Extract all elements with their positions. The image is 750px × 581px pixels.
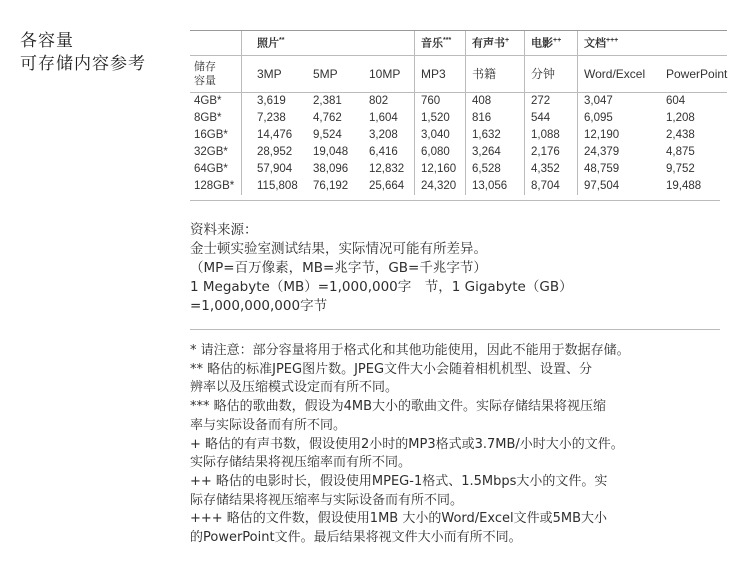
notes-divider [190,329,720,330]
empty-corner [190,31,242,56]
cell-powerpoint: 19,488 [666,180,702,192]
cell-10mp: 6,416 [369,146,398,158]
cell-minutes: 8,704 [525,178,578,195]
cell-3mp: 115,808 [242,178,308,195]
note-line: 率与实际设备而有所不同。 [190,417,347,433]
cell-mp3: 3,040 [415,127,466,144]
source-line: 1 Megabyte（MB）=1,000,000字 节，1 Gigabyte（GB） [190,279,573,295]
cell-powerpoint: 9,752 [666,163,695,175]
source-line: （MP=百万像素，MB=兆字节，GB=千兆字节） [190,260,487,276]
cell-5mp: 2,381 [307,93,363,111]
cell-3mp: 7,238 [242,110,308,127]
note-line: + 略估的有声书数，假设使用2小时的MP3格式或3.7MB/小时大小的文件。 [190,436,624,452]
sub-header-row [190,56,727,93]
note-line: 的PowerPoint文件。最后结果将视文件大小而有所不同。 [190,530,522,546]
row-capacity: 16GB* [194,129,228,141]
cell-minutes: 4,352 [525,161,578,178]
cell-books: 1,632 [466,127,525,144]
table-bottom-divider [190,200,720,201]
cell-mp3: 24,320 [415,178,466,195]
cell-10mp: 1,604 [369,112,398,124]
cell-mp3: 12,160 [415,161,466,178]
row-capacity: 4GB* [190,93,242,111]
cell-5mp: 9,524 [313,129,342,141]
cell-word-excel: 24,379 [578,144,661,161]
heading-line-2: 可存储内容参考 [20,54,146,74]
table-row [190,110,727,127]
cell-5mp: 19,048 [313,146,349,158]
cell-5mp: 38,096 [313,163,349,175]
col-header-3mp: 3MP [242,56,308,93]
cell-5mp: 76,192 [313,180,349,192]
cell-powerpoint: 2,438 [666,129,695,141]
capacity-table [190,30,727,195]
cell-books: 408 [466,93,525,111]
cell-3mp: 3,619 [242,93,308,111]
row-capacity: 32GB* [194,146,228,158]
note-line: 实际存储结果将视压缩率而有所不同。 [190,455,412,471]
cell-minutes: 544 [525,110,578,127]
cell-word-excel: 48,759 [578,161,661,178]
source-block [190,221,735,316]
note-line: +++ 略估的文件数，假设使用1MB 大小的Word/Excel文件或5MB大小 [190,511,607,527]
row-capacity: 8GB* [194,112,222,124]
cell-10mp: 12,832 [369,163,405,175]
cell-powerpoint: 1,208 [666,112,695,124]
cell-books: 6,528 [466,161,525,178]
table-row [190,93,727,111]
cell-mp3: 6,080 [415,144,466,161]
note-line: 际存储结果将视压缩率与实际设备而有所不同。 [190,492,464,508]
cell-10mp: 802 [363,93,415,111]
cell-10mp: 3,208 [369,129,398,141]
cell-books: 816 [466,110,525,127]
table-row [190,144,727,161]
notes-block [190,342,735,548]
cell-books: 13,056 [466,178,525,195]
source-title: 资料来源： [190,222,258,238]
col-header-books: 书籍 [466,56,525,93]
note-line: 辨率以及压缩模式设定而有所不同。 [190,380,399,396]
col-header-5mp: 5MP [307,56,363,93]
cell-books: 3,264 [466,144,525,161]
table-row [190,178,727,195]
cell-word-excel: 3,047 [578,93,661,111]
group-header-music: 音乐*** [415,31,466,56]
cell-powerpoint: 4,875 [666,146,695,158]
col-header-minutes: 分钟 [525,56,578,93]
source-line: =1,000,000,000字节 [190,298,328,314]
row-capacity: 128GB* [194,180,235,192]
group-header-photos: 照片** [242,31,415,56]
group-header-documents: 文档+++ [578,31,728,56]
heading-line-1: 各容量 [20,31,74,51]
note-line: * 请注意：部分容量将用于格式化和其他功能使用，因此不能用于数据存储。 [190,343,630,358]
cell-minutes: 272 [525,93,578,111]
cell-minutes: 2,176 [525,144,578,161]
cell-3mp: 28,952 [242,144,308,161]
group-header-audiobooks: 有声书+ [466,31,525,56]
table-row [190,161,727,178]
storage-capacity-label: 储存 容量 [190,56,242,93]
col-header-10mp: 10MP [363,56,415,93]
cell-word-excel: 12,190 [578,127,661,144]
note-line: ++ 略估的电影时长，假设使用MPEG-1格式、1.5Mbps大小的文件。实 [190,473,608,489]
cell-word-excel: 6,095 [578,110,661,127]
cell-10mp: 25,664 [369,180,405,192]
row-capacity: 64GB* [194,163,228,175]
cell-3mp: 57,904 [242,161,308,178]
cell-3mp: 14,476 [242,127,308,144]
cell-word-excel: 97,504 [578,178,661,195]
table-row [190,127,727,144]
group-header-row [190,31,727,56]
note-line: *** 略估的歌曲数，假设为4MB大小的歌曲文件。实际存储结果将视压缩 [190,399,607,415]
group-header-movies: 电影++ [525,31,578,56]
col-header-word-excel: Word/Excel [578,56,661,93]
source-line: 金士顿实验室测试结果，实际情况可能有所差异。 [190,241,487,257]
cell-mp3: 1,520 [415,110,466,127]
col-header-mp3: MP3 [415,56,466,93]
cell-minutes: 1,088 [525,127,578,144]
section-heading [20,30,146,76]
note-line: ** 略估的标准JPEG图片数。JPEG文件大小会随着相机机型、设置、分 [190,361,593,377]
cell-powerpoint: 604 [660,93,727,111]
col-header-powerpoint: PowerPoint [660,56,727,93]
cell-5mp: 4,762 [313,112,342,124]
cell-mp3: 760 [415,93,466,111]
